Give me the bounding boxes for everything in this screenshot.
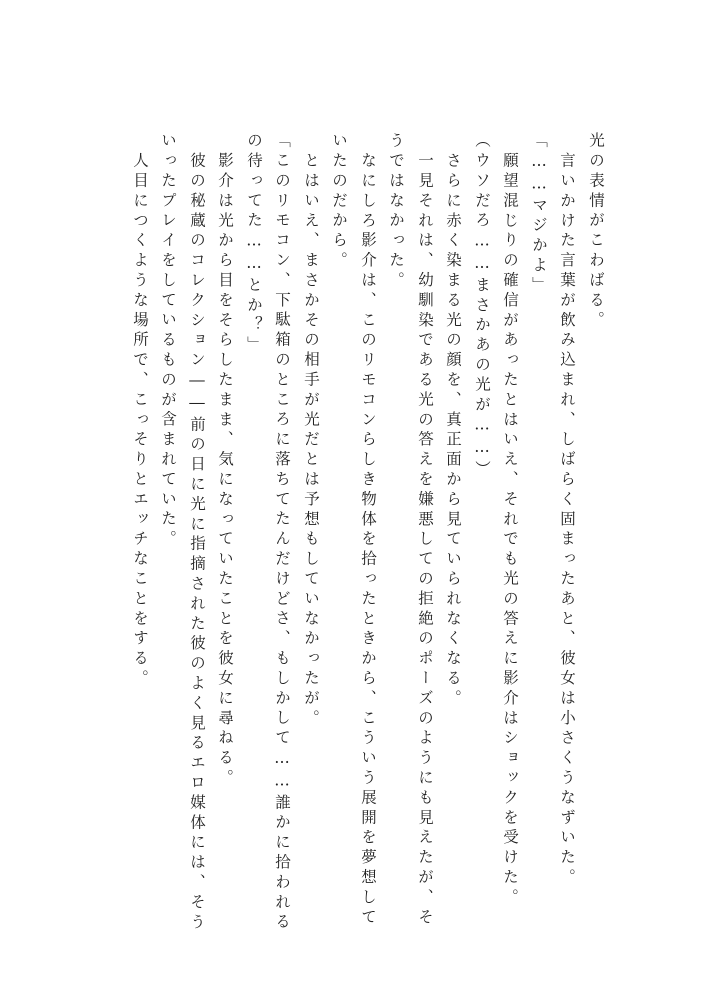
text-line: 願望混じりの確信があったとはいえ、それでも光の答えに影介はショックを受けた。 [501,152,519,909]
text-line: 「……マジかよ」 [530,132,548,297]
text-line: うではなかった。 [387,132,405,292]
text-line: 「このリモコン、下駄箱のところに落ちてたんだけどさ、もしかして……誰かに拾われる [273,132,291,933]
text-line: 影介は光から目をそらしたまま、気になっていたことを彼女に尋ねる。 [216,152,234,789]
text-line: （ウソだろ……まさかあの光が……） [473,132,491,481]
text-line: 光の表情がこわばる。 [587,132,605,331]
text-line: 人目につくような場所で、こっそりとエッチなことをする。 [131,152,149,690]
text-line: なにしろ影介は、このリモコンらしき物体を拾ったときから、こういう展開を夢想して [359,152,377,929]
text-line: いったプレイをしているものが含まれていた。 [159,132,177,550]
text-line: さらに赤く染まる光の顔を、真正面から見ていられなくなる。 [444,152,462,710]
text-line: 彼の秘蔵のコレクション――前の日に光に指摘された彼のよく見るエロ媒体には、そう [188,152,206,934]
text-line: 言いかけた言葉が飲み込まれ、しばらく固まったあと、彼女は小さくうなずいた。 [558,152,576,889]
text-line: いたのだから。 [330,132,348,272]
text-line: 一見それは、幼馴染である光の答えを嫌悪しての拒絶のポーズのようにも見えたが、そ [416,152,434,929]
text-line: とはいえ、まさかその相手が光だとは予想もしていなかったが。 [302,152,320,730]
text-line: の待ってた……とか？」 [245,132,263,356]
